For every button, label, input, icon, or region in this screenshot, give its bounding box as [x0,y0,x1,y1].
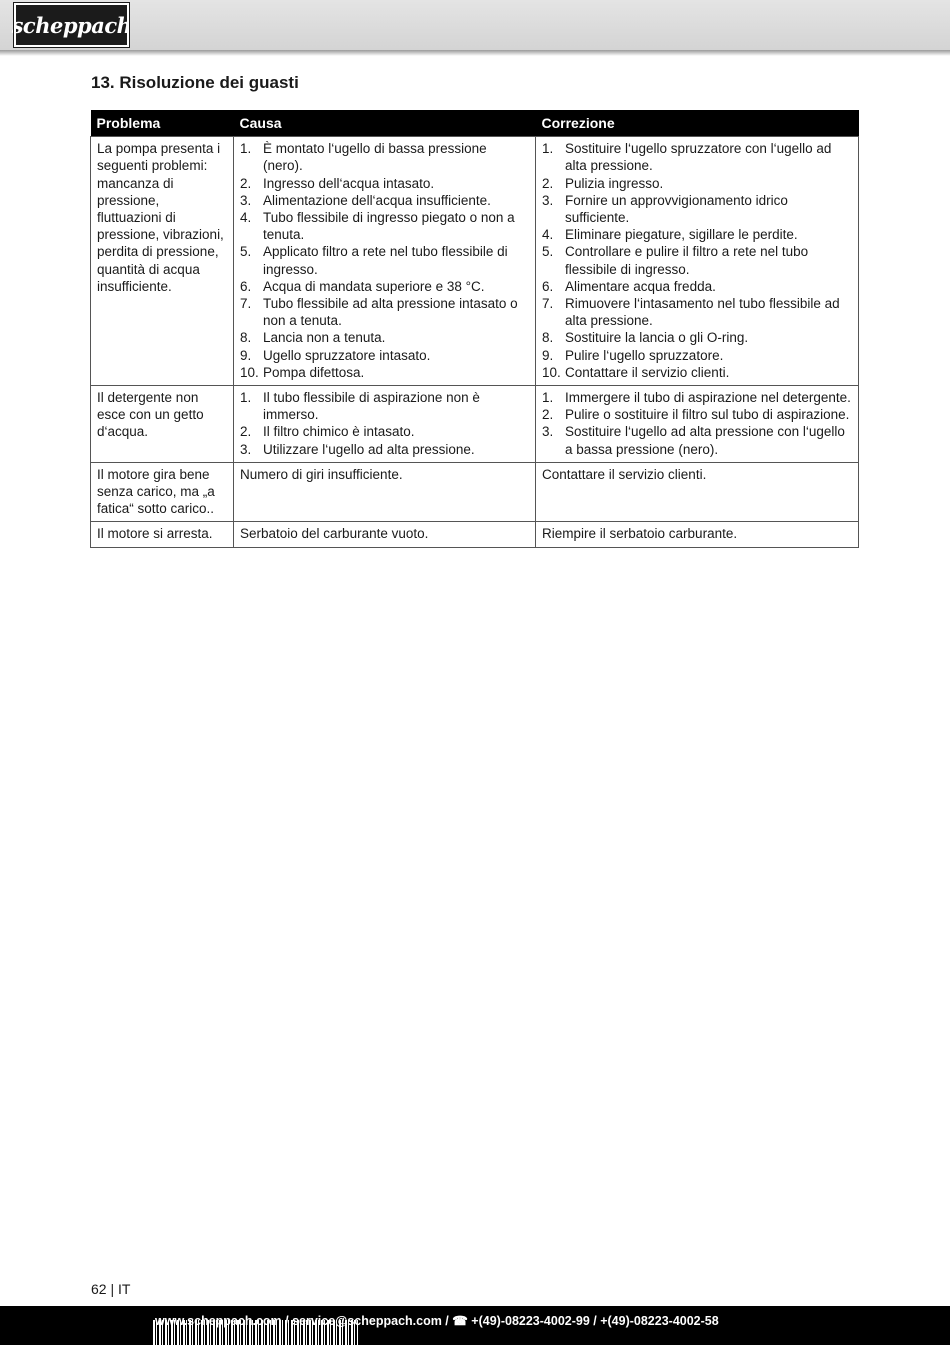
list-item: 8. Sostituire la lancia o gli O-ring. [542,330,749,346]
section-title: 13. Risoluzione dei guasti [91,73,299,92]
table-header-row [91,110,859,137]
cause-list [240,140,529,381]
list-item: 2. Ingresso dell‘acqua intasato. [240,175,435,191]
scheppach-logo: scheppach [14,3,129,47]
table-row [91,462,859,522]
cause-cell: Serbatoio del carburante vuoto. [234,522,536,547]
header-shadow [0,50,950,56]
cause-cell [234,386,536,463]
fix-cell: Contattare il servizio clienti. [536,462,859,522]
list-item: 2. Pulire o sostituire il filtro sul tubo di aspirazione. [542,407,850,423]
header-band [0,0,950,50]
list-item: 9. Ugello spruzzatore intasato. [240,347,431,363]
fix-list [542,140,852,381]
fix-cell [536,386,859,463]
header-correzione: Correzione [536,110,859,137]
troubleshooting-table [90,110,859,548]
list-item: 4. Tubo flessibile di ingresso piegato o non a tenuta. [240,210,515,243]
list-item: 6. Alimentare acqua fredda. [542,278,716,294]
header-problema: Problema [91,110,234,137]
list-item: 10. Contattare il servizio clienti. [542,364,730,380]
page-number-value: 62 [91,1281,107,1297]
table-row [91,386,859,463]
problem-cell: Il motore gira bene senza carico, ma „a fatica“ sotto carico.. [91,462,234,522]
problem-cell: Il motore si arresta. [91,522,234,547]
list-item: 7. Rimuovere l‘intasamento nel tubo flessibile ad alta pressione. [542,296,840,329]
cause-cell: Numero di giri insufficiente. [234,462,536,522]
list-item: 1. È montato l‘ugello di bassa pressione (nero). [240,141,487,174]
list-item: 3. Fornire un approvvigionamento idrico sufficiente. [542,192,788,226]
list-item: 8. Lancia non a tenuta. [240,330,386,346]
list-item: 3. Sostituire l‘ugello ad alta pressione con l‘ugello a bassa pressione (nero). [542,424,845,457]
list-item: 3. Alimentazione dell‘acqua insufficiente. [240,192,491,208]
list-item: 1. Il tubo flessibile di aspirazione non è immerso. [240,390,480,423]
table-row [91,137,859,386]
fix-list [542,389,852,458]
list-item: 6. Acqua di mandata superiore e 38 °C. [240,278,485,294]
list-item: 9. Pulire l‘ugello spruzzatore. [542,347,724,363]
page-number [91,1281,130,1297]
list-item: 2. Il filtro chimico è intasato. [240,424,415,440]
list-item: 10. Pompa difettosa. [240,364,365,380]
list-item: 1. Immergere il tubo di aspirazione nel detergente. [542,390,851,406]
list-item: 3. Utilizzare l‘ugello ad alta pressione. [240,441,475,457]
list-item: 7. Tubo flessibile ad alta pressione intasato o non a tenuta. [240,296,518,329]
cause-cell [234,137,536,386]
list-item: 5. Applicato filtro a rete nel tubo flessibile di ingresso. [240,244,508,277]
page-language: IT [118,1281,131,1297]
cause-list [240,389,529,458]
problem-cell: La pompa presenta i seguenti problemi: mancanza di pressione, fluttuazioni di pressione, vibrazioni, perdita di pressione, quantità di acqua insufficiente. [91,137,234,386]
list-item: 5. Controllare e pulire il filtro a rete nel tubo flessibile di ingresso. [542,244,809,277]
problem-cell: Il detergente non esce con un getto d‘acqua. [91,386,234,463]
list-item: 1. Sostituire l‘ugello spruzzatore con l‘ugello ad alta pressione. [542,141,832,174]
table-row [91,522,859,547]
fix-cell [536,137,859,386]
page-separator: | [110,1281,115,1297]
fix-cell: Riempire il serbatoio carburante. [536,522,859,547]
list-item: 2. Pulizia ingresso. [542,175,664,191]
header-causa: Causa [234,110,536,137]
list-item: 4. Eliminare piegature, sigillare le perdite. [542,227,798,243]
footer-contact-line: www.scheppach.com / service@scheppach.com / ☎ +(49)-08223-4002-99 / +(49)-08223-4002-58 [155,1314,719,1328]
